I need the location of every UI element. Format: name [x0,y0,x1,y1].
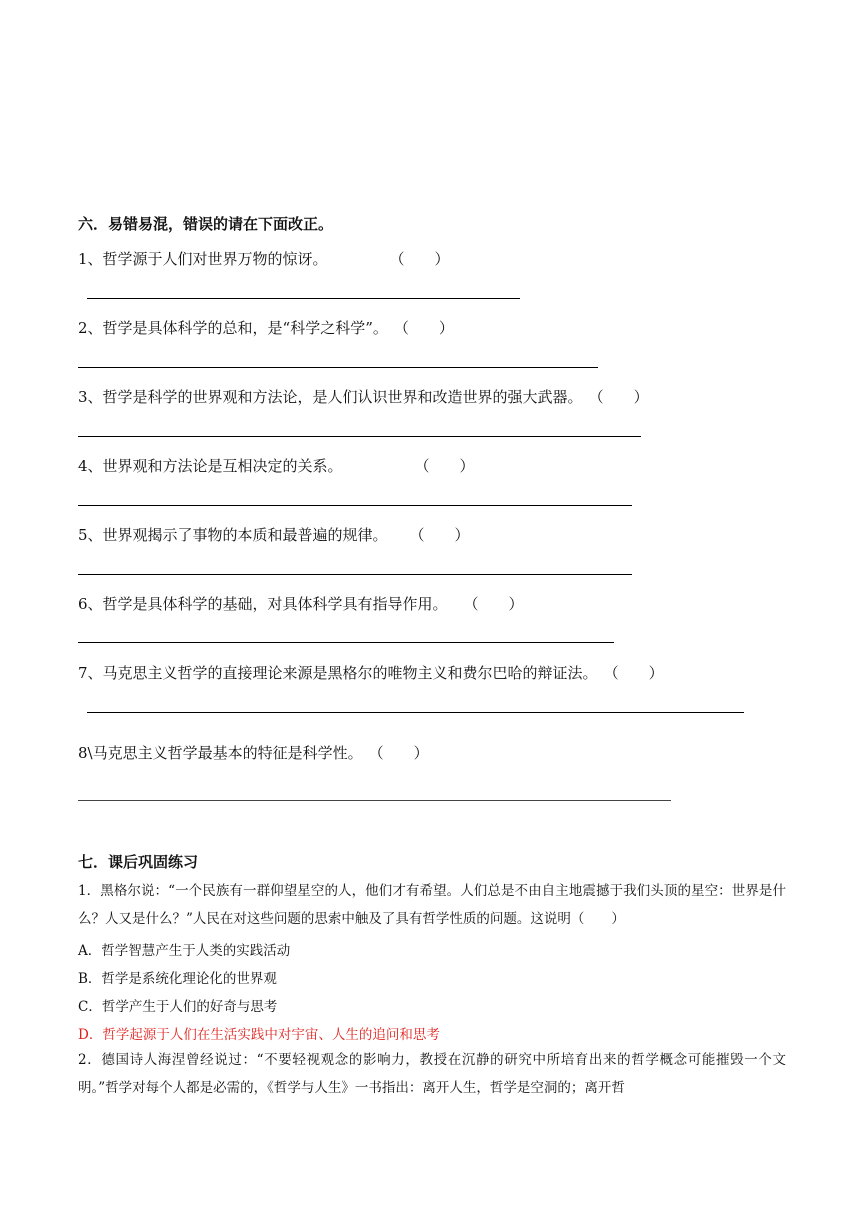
correction-line-4[interactable] [78,505,632,506]
answer-blank-8[interactable]: （ ） [368,744,429,762]
question-8 [78,742,429,763]
section-6-heading: 六．易错易混，错误的请在下面改正。 [78,215,334,233]
question-4-text: 4、世界观和方法论是互相决定的关系。 [78,457,343,475]
exercise-1-option-d-answer: D．哲学起源于人们在生活实践中对宇宙、人生的追问和思考 [78,1027,440,1043]
answer-blank-7[interactable]: （ ） [603,664,664,682]
answer-blank-3[interactable]: （ ） [588,388,649,406]
correction-line-6[interactable] [78,642,614,643]
answer-blank-6[interactable]: （ ） [463,595,524,613]
correction-line-2[interactable] [78,367,598,368]
question-7-text: 7、马克思主义哲学的直接理论来源是黑格尔的唯物主义和费尔巴哈的辩证法。 [78,664,598,682]
exercise-1-option-b: B．哲学是系统化理论化的世界观 [78,971,277,987]
question-7 [78,662,664,683]
section-7-heading: 七．课后巩固练习 [78,853,199,871]
answer-blank-1[interactable]: （ ） [389,250,450,268]
exercise-1-option-a: A．哲学智慧产生于人类的实践活动 [78,943,291,959]
correction-line-8[interactable] [78,800,671,801]
question-2 [78,317,454,338]
answer-blank-5[interactable]: （ ） [409,526,470,544]
question-6-text: 6、哲学是具体科学的基础，对具体科学具有指导作用。 [78,595,448,613]
answer-blank-4[interactable]: （ ） [414,457,475,475]
question-3 [78,386,649,407]
correction-line-1[interactable] [87,298,520,299]
exercise-1-stem: 1．黑格尔说：“一个民族有一群仰望星空的人，他们才有希望。人们总是不由自主地震撼于我们头顶的星空：世界是什么？人又是什么？”人民在对这些问题的思索中触及了具有哲学性质的问题。这说明（ ） [78,883,786,927]
answer-blank-2[interactable]: （ ） [393,319,454,337]
correction-line-5[interactable] [78,574,632,575]
exercise-1-option-c: C．哲学产生于人们的好奇与思考 [78,999,278,1015]
correction-line-7[interactable] [87,712,744,713]
correction-line-3[interactable] [78,436,641,437]
question-1 [78,248,450,269]
question-8-text: 8\马克思主义哲学最基本的特征是科学性。 [78,744,363,762]
question-3-text: 3、哲学是科学的世界观和方法论，是人们认识世界和改造世界的强大武器。 [78,388,583,406]
question-5 [78,524,470,545]
question-2-text: 2、哲学是具体科学的总和，是“科学之科学”。 [78,319,388,337]
question-1-text: 1、哲学源于人们对世界万物的惊讶。 [78,250,328,268]
question-5-text: 5、世界观揭示了事物的本质和最普遍的规律。 [78,526,388,544]
question-4 [78,455,475,476]
exercise-2-stem: 2．德国诗人海涅曾经说过：“不要轻视观念的影响力，教授在沉静的研究中所培育出来的哲学概念可能摧毁一个文明。”哲学对每个人都是必需的，《哲学与人生》一书指出：离开人生，哲学是空洞的；离开哲 [78,1052,786,1096]
question-6 [78,593,524,614]
